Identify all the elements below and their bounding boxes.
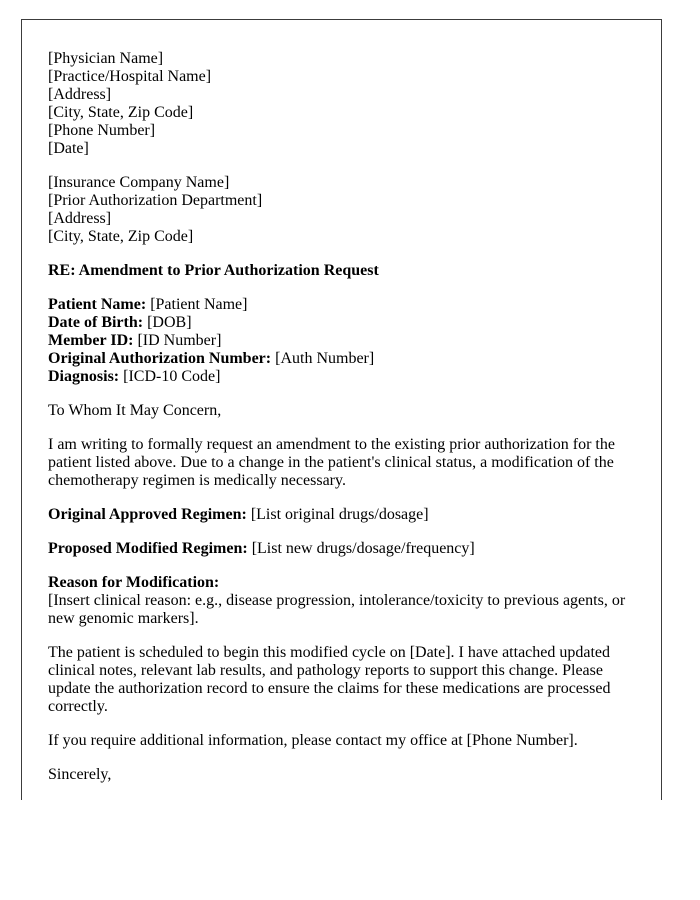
recipient-address: [Address]	[48, 210, 112, 227]
closing: Sincerely,	[48, 766, 112, 783]
salutation: To Whom It May Concern,	[48, 402, 222, 419]
intro-paragraph: I am writing to formally request an amendment to the existing prior authorization for the patient listed above. Due to a change in the patient's clinical status, a modification of the chemotherapy regimen is medically necessary.	[48, 436, 615, 489]
auth-number-field	[48, 350, 638, 368]
letter-body	[22, 20, 661, 784]
patient-info-block	[48, 296, 638, 386]
sender-practice-name: [Practice/Hospital Name]	[48, 68, 212, 85]
recipient-address-block	[48, 174, 638, 246]
diagnosis-value: [ICD-10 Code]	[123, 368, 221, 385]
reason-text: [Insert clinical reason: e.g., disease progression, intolerance/toxicity to previous agents, or new genomic markers].	[48, 592, 626, 627]
auth-number-value: [Auth Number]	[275, 350, 375, 367]
recipient-company-name: [Insurance Company Name]	[48, 174, 230, 191]
original-regimen-line	[48, 506, 638, 524]
reason-label: Reason for Modification:	[48, 574, 220, 591]
member-id-field	[48, 332, 638, 350]
sender-date: [Date]	[48, 140, 89, 157]
reason-block	[48, 574, 638, 628]
member-id-value: [ID Number]	[137, 332, 222, 349]
subject-line: RE: Amendment to Prior Authorization Request	[48, 262, 379, 279]
auth-number-label: Original Authorization Number:	[48, 350, 272, 367]
patient-name-field	[48, 296, 638, 314]
sender-city-state-zip: [City, State, Zip Code]	[48, 104, 194, 121]
diagnosis-label: Diagnosis:	[48, 368, 120, 385]
proposed-regimen-value: [List new drugs/dosage/frequency]	[251, 540, 475, 557]
dob-label: Date of Birth:	[48, 314, 144, 331]
dob-field	[48, 314, 638, 332]
proposed-regimen-line	[48, 540, 638, 558]
dob-value: [DOB]	[147, 314, 192, 331]
sender-address-block	[48, 50, 638, 158]
letter-page	[21, 19, 662, 800]
original-regimen-value: [List original drugs/dosage]	[250, 506, 429, 523]
diagnosis-field	[48, 368, 638, 386]
patient-name-label: Patient Name:	[48, 296, 147, 313]
proposed-regimen-label: Proposed Modified Regimen:	[48, 540, 248, 557]
member-id-label: Member ID:	[48, 332, 134, 349]
recipient-department: [Prior Authorization Department]	[48, 192, 263, 209]
schedule-paragraph: The patient is scheduled to begin this modified cycle on [Date]. I have attached updated clinical notes, relevant lab results, and pathology reports to support this change. Please update the authorization record to ensure the claims for these medications are processed correctly.	[48, 644, 611, 715]
patient-name-value: [Patient Name]	[150, 296, 248, 313]
recipient-city-state-zip: [City, State, Zip Code]	[48, 228, 194, 245]
sender-physician-name: [Physician Name]	[48, 50, 164, 67]
sender-phone: [Phone Number]	[48, 122, 156, 139]
sender-address: [Address]	[48, 86, 112, 103]
contact-paragraph: If you require additional information, please contact my office at [Phone Number].	[48, 732, 578, 749]
original-regimen-label: Original Approved Regimen:	[48, 506, 247, 523]
